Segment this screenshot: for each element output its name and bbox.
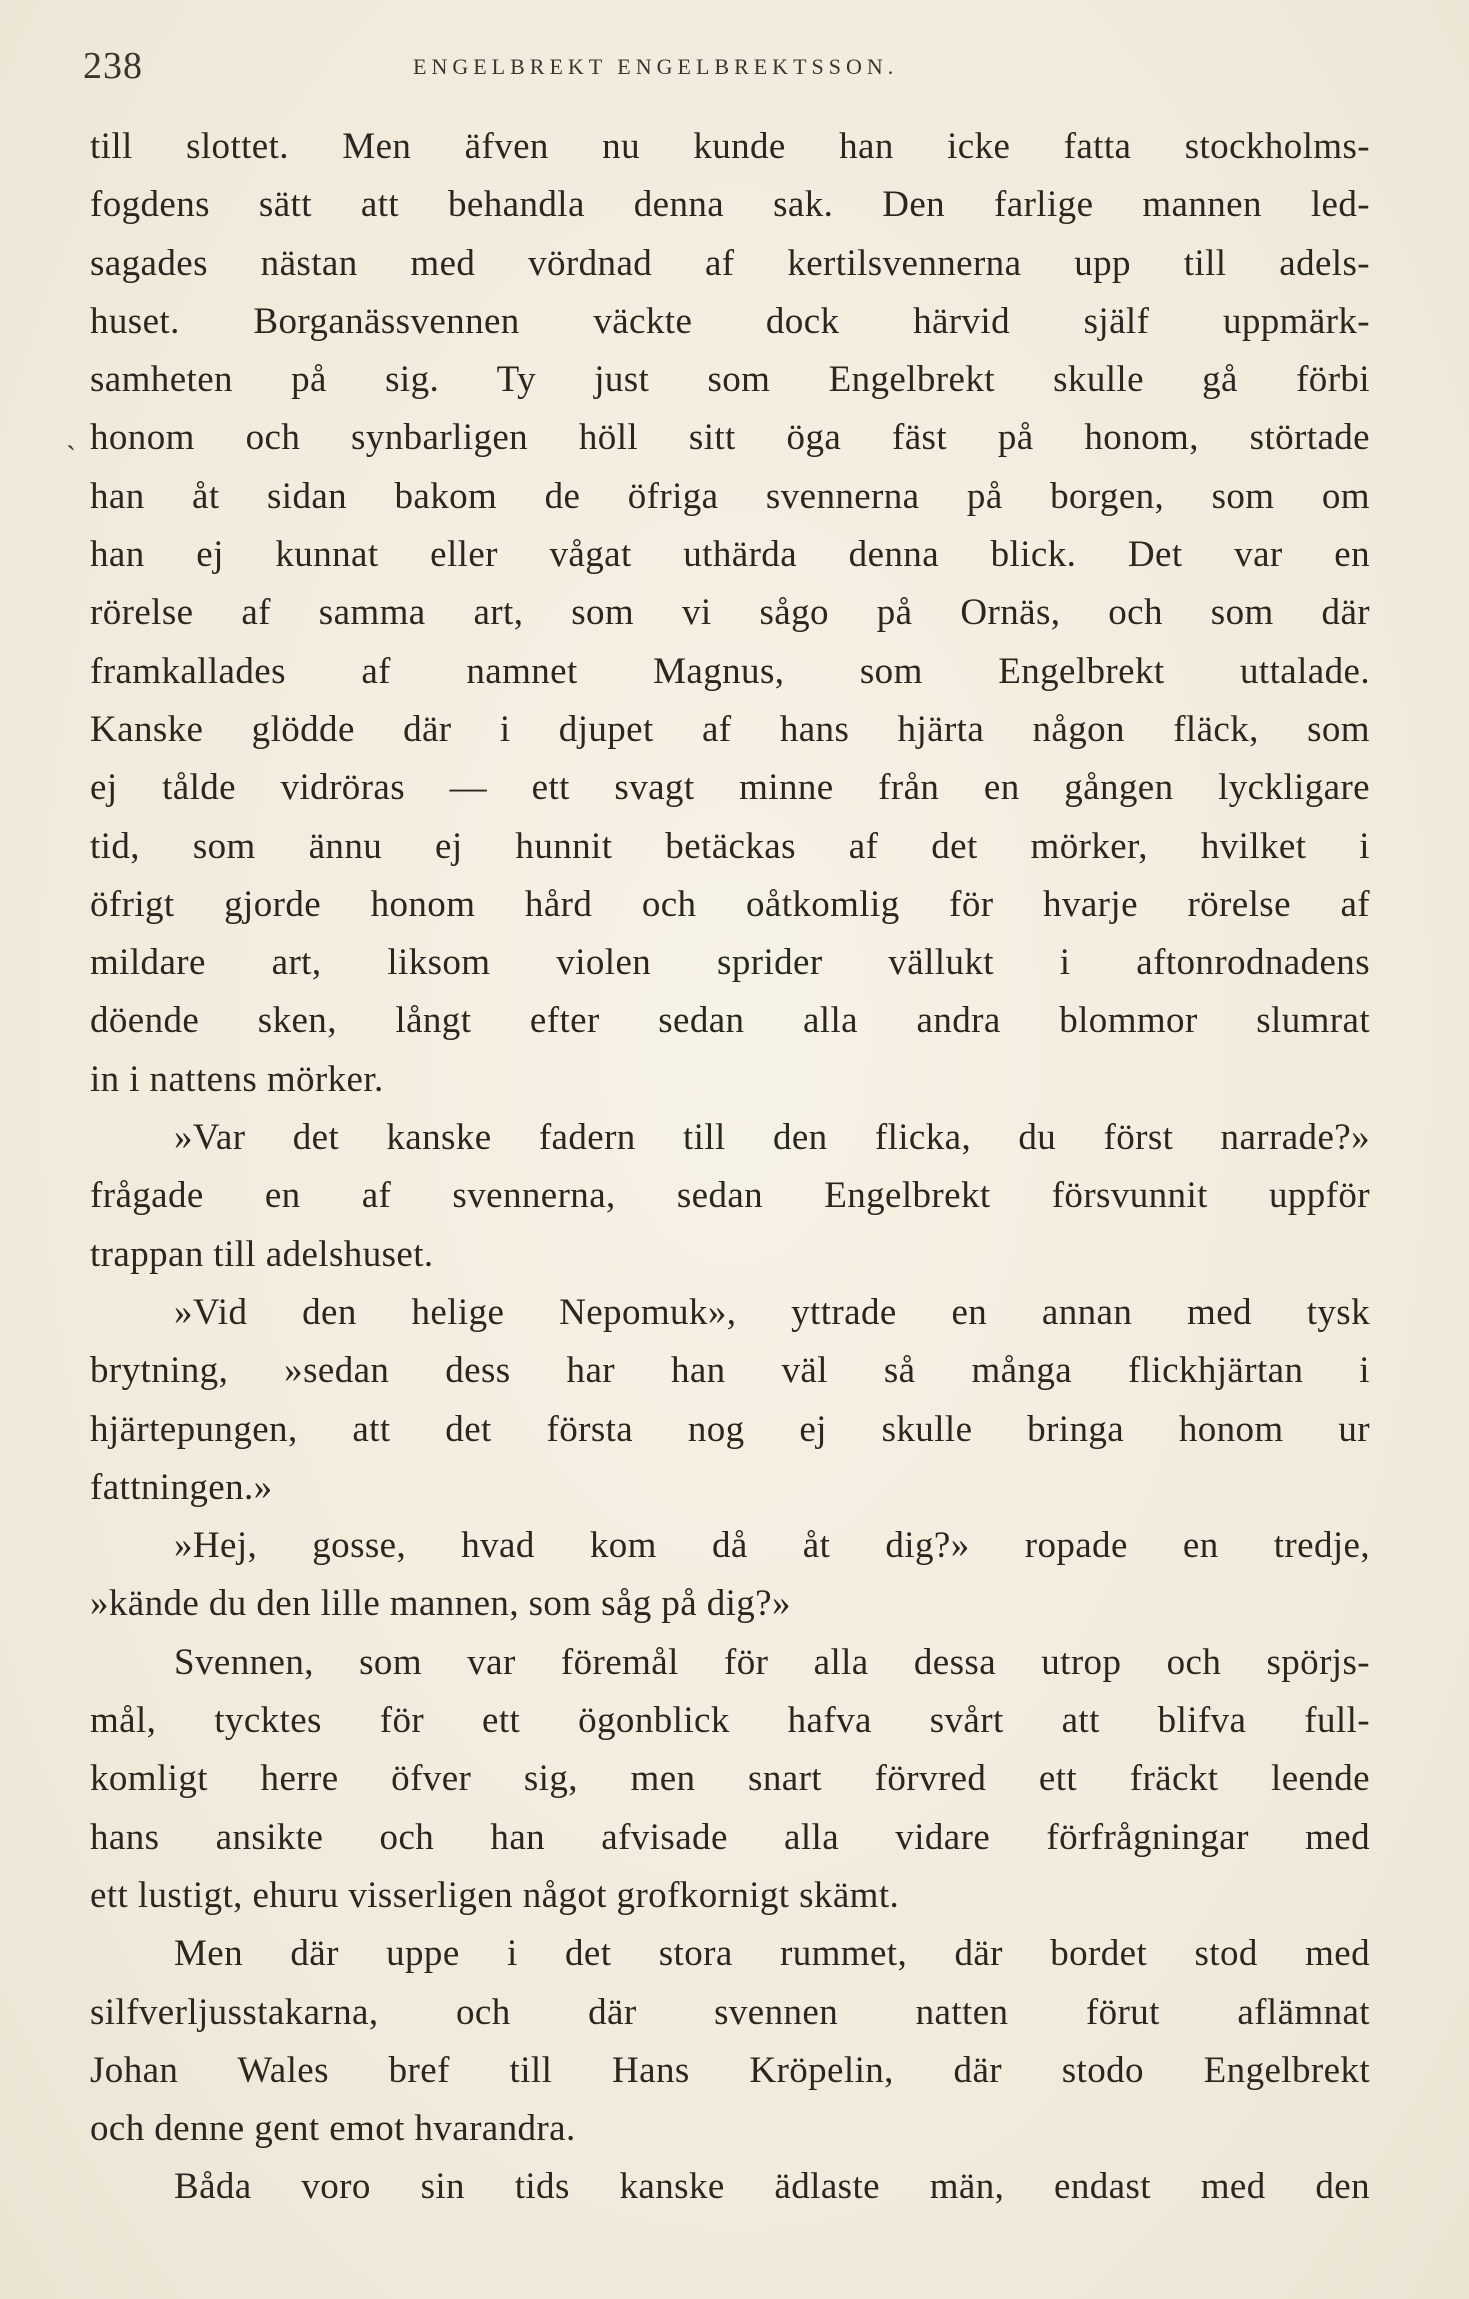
text-line: silfverljusstakarna, och där svennen natten förut aflämnat: [90, 1991, 1370, 2033]
text-line: brytning, »sedan dess har han väl så många flickhjärtan i: [90, 1350, 1370, 1392]
text-line: ej tålde vidröras — ett svagt minne från en gången lyckligare: [90, 767, 1370, 809]
text-line: och denne gent emot hvarandra.: [90, 2108, 576, 2150]
text-line: huset. Borganässvennen väckte dock härvid själf uppmärk-: [90, 300, 1370, 342]
text-line: »Vid den helige Nepomuk», yttrade en annan med tysk: [174, 1291, 1370, 1333]
running-head: ENGELBREKT ENGELBREKTSSON.: [413, 54, 899, 79]
text-line: hjärtepungen, att det första nog ej skulle bringa honom ur: [90, 1408, 1370, 1450]
text-line: in i nattens mörker.: [90, 1058, 384, 1100]
text-line: framkallades af namnet Magnus, som Engelbrekt uttalade.: [90, 650, 1370, 692]
text-line: till slottet. Men äfven nu kunde han icke fatta stockholms-: [90, 126, 1370, 167]
text-line: mildare art, liksom violen sprider vällukt i aftonrodnadens: [90, 942, 1370, 984]
text-line: Johan Wales bref till Hans Kröpelin, där stodo Engelbrekt: [90, 2049, 1370, 2091]
text-line: han åt sidan bakom de öfriga svennerna på borgen, som om: [90, 475, 1370, 517]
text-line: Svennen, som var föremål för alla dessa utrop och spörjs-: [174, 1641, 1370, 1683]
text-line: honom och synbarligen höll sitt öga fäst på honom, störtade: [90, 417, 1370, 459]
text-line: öfrigt gjorde honom hård och oåtkomlig för hvarje rörelse af: [90, 883, 1370, 925]
page-header: [83, 44, 1373, 87]
text-line: »kände du den lille mannen, som såg på dig?»: [90, 1583, 791, 1625]
text-line: Kanske glödde där i djupet af hans hjärta någon fläck, som: [90, 708, 1370, 750]
text-line: han ej kunnat eller vågat uthärda denna blick. Det var en: [90, 534, 1370, 576]
text-line: hans ansikte och han afvisade alla vidare förfrågningar med: [90, 1816, 1370, 1858]
text-line: tid, som ännu ej hunnit betäckas af det mörker, hvilket i: [90, 825, 1370, 867]
text-line: »Var det kanske fadern till den flicka, du först narrade?»: [174, 1117, 1370, 1159]
text-line: »Hej, gosse, hvad kom då åt dig?» ropade en tredje,: [174, 1525, 1370, 1567]
text-line: samheten på sig. Ty just som Engelbrekt skulle gå förbi: [90, 359, 1370, 401]
text-line: fogdens sätt att behandla denna sak. Den farlige mannen led-: [90, 184, 1370, 226]
margin-mark: `: [66, 440, 76, 473]
text-line: rörelse af samma art, som vi sågo på Ornäs, och som där: [90, 592, 1370, 634]
body-text: [90, 118, 1370, 2217]
text-line: Men där uppe i det stora rummet, där bordet stod med: [174, 1933, 1370, 1975]
text-line: mål, tycktes för ett ögonblick hafva svårt att blifva full-: [90, 1700, 1370, 1742]
text-line: trappan till adelshuset.: [90, 1233, 434, 1275]
page-number: 238: [83, 45, 143, 87]
text-line: döende sken, långt efter sedan alla andra blommor slumrat: [90, 1000, 1370, 1042]
text-line: fattningen.»: [90, 1466, 273, 1508]
text-line: frågade en af svennerna, sedan Engelbrekt försvunnit uppför: [90, 1175, 1370, 1217]
text-line: Båda voro sin tids kanske ädlaste män, endast med den: [174, 2166, 1370, 2208]
text-line: ett lustigt, ehuru visserligen något grofkornigt skämt.: [90, 1874, 900, 1916]
text-line: sagades nästan med vördnad af kertilsvennerna upp till adels-: [90, 242, 1370, 284]
text-line: komligt herre öfver sig, men snart förvred ett fräckt leende: [90, 1758, 1370, 1800]
